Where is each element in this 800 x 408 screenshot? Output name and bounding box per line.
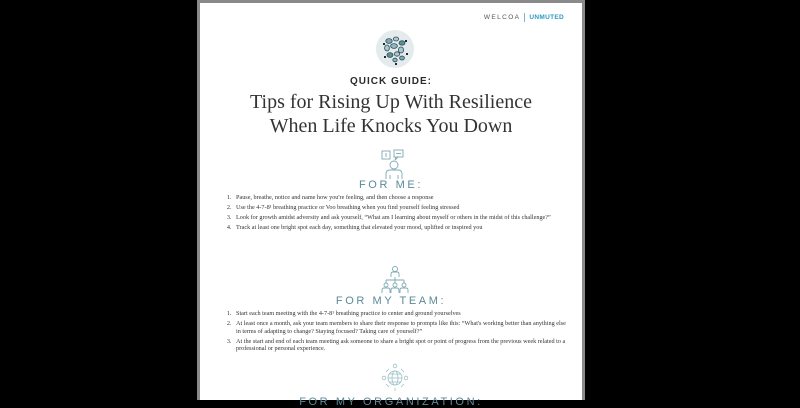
list-item: 3. Look for growth amidst adversity and ask yourself, “What am I learning about myself or others in the midst of this challenge?” (233, 214, 568, 222)
for-me-tips-list (210, 194, 568, 234)
brand-divider (524, 13, 525, 22)
welcoa-logo: WELCOA (483, 14, 521, 21)
person-speech-bubbles-icon (380, 149, 410, 181)
globe-people-icon (380, 363, 410, 395)
section-heading-for-my-team: FOR MY TEAM: (335, 295, 447, 307)
team-hierarchy-icon (380, 265, 410, 297)
page-title (200, 90, 582, 138)
guide-kicker: QUICK GUIDE: (350, 76, 432, 87)
for-my-team-tips-list (210, 310, 568, 355)
section-heading-for-my-organization: FOR MY ORGANIZATION: (299, 396, 483, 408)
list-item: 3. At the start and end of each team meeting ask someone to share a bright spot or point of progress from the previous week related to a professional or personal experience. (233, 338, 568, 353)
list-item: 1. Pause, breathe, notice and name how you're feeling, and then choose a response (233, 194, 568, 202)
list-item: 1. Start each team meeting with the 4-7-8¹ breathing practice to center and ground yourselves (233, 310, 568, 318)
resilience-cells-icon (375, 29, 415, 69)
section-heading-for-me: FOR ME: (358, 179, 424, 191)
title-line-2: When Life Knocks You Down (269, 115, 513, 137)
brand-header (484, 13, 564, 22)
document-page (197, 0, 585, 408)
list-item: 4. Track at least one bright spot each day, something that elevated your mood, uplifted or inspired you (233, 224, 568, 232)
title-line-1: Tips for Rising Up With Resilience (250, 91, 532, 113)
unmuted-logo: UNMUTED (529, 14, 564, 21)
list-item: 2. Use the 4-7-8¹ breathing practice or Voo breathing when you find yourself feeling stressed (233, 204, 568, 212)
list-item: 2. At least once a month, ask your team members to share their response to prompts like this: “What's working better than anything else in terms of adapting to change? Staying focused? Taking care of yourself?” (233, 320, 568, 335)
